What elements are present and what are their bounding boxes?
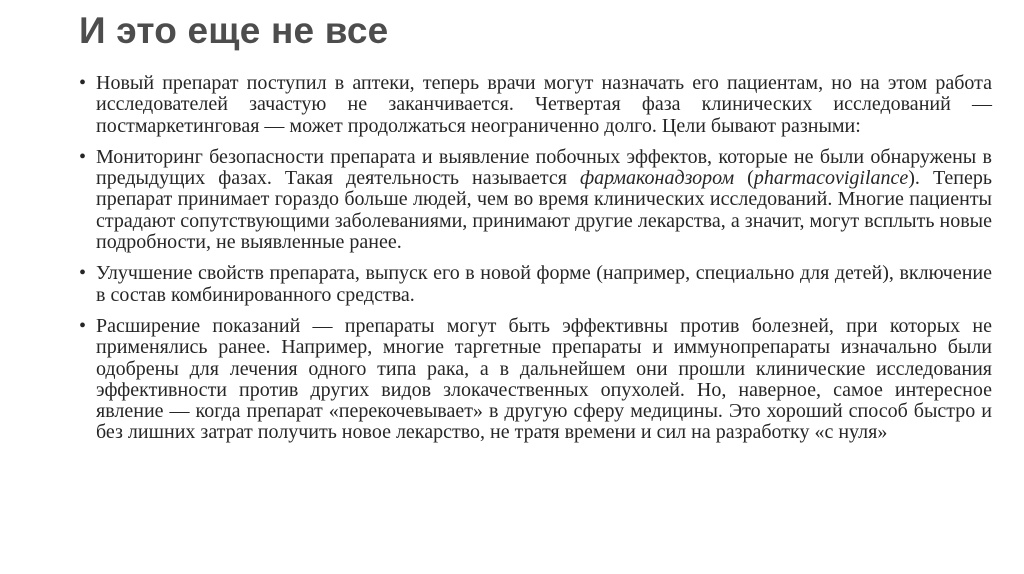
bullet-text: Расширение показаний — препараты могут быть эффективны против болезней, при которых не применялись ранее. Например, многие таргетные препараты и иммунопрепараты изначально были одобрены для лечения одного типа рака, а в дальнейшем они прошли клинические исследования эффективности против других видов злокачественных опухолей. Но, наверное, самое интересное явление — когда препарат «перекочевывает» в другую сферу медицины. Это хороший способ быстро и без лишних затрат получить новое лекарство, не тратя времени и сил на разработку «с нуля» xyxy=(96,314,992,444)
bullet-item-3 xyxy=(79,263,992,306)
term-english: pharmacovigilance xyxy=(753,167,909,190)
bullet-text: Новый препарат поступил в аптеки, теперь врачи могут назначать его пациентам, но на этом работа исследователей зачастую не заканчивается. Четвертая фаза клинических исследований — постмаркетинговая — может продолжаться неограниченно долго. Цели бывают разными: xyxy=(96,72,992,137)
bullet-item-4 xyxy=(79,316,992,444)
bullet-list xyxy=(79,73,992,454)
bullet-dot: • xyxy=(79,314,87,337)
bullet-item-1 xyxy=(79,73,992,137)
bullet-text xyxy=(96,147,992,253)
bullet-text-part: ( xyxy=(734,167,754,190)
bullet-text-part: Мониторинг безопасности препарата и выявление побочных эффектов, которые не были обнаружены в предыдущих фазах. Такая деятельность называется xyxy=(96,145,992,190)
bullet-text-part: ). Теперь препарат принимает гораздо больше людей, чем во время клинических исследований. Многие пациенты страдают сопутствующими заболеваниями, принимают другие лекарства, а значит, могут всплыть новые подробности, не выявленные ранее. xyxy=(96,167,992,254)
bullet-dot: • xyxy=(79,145,87,168)
bullet-text: Улучшение свойств препарата, выпуск его в новой форме (например, специально для детей), включение в состав комбинированного средства. xyxy=(96,262,992,306)
bullet-item-2 xyxy=(79,147,992,253)
bullet-dot: • xyxy=(79,262,87,285)
slide-title: И это еще не все xyxy=(79,10,389,51)
bullet-dot: • xyxy=(79,72,87,94)
term-russian: фармаконадзором xyxy=(579,167,735,190)
